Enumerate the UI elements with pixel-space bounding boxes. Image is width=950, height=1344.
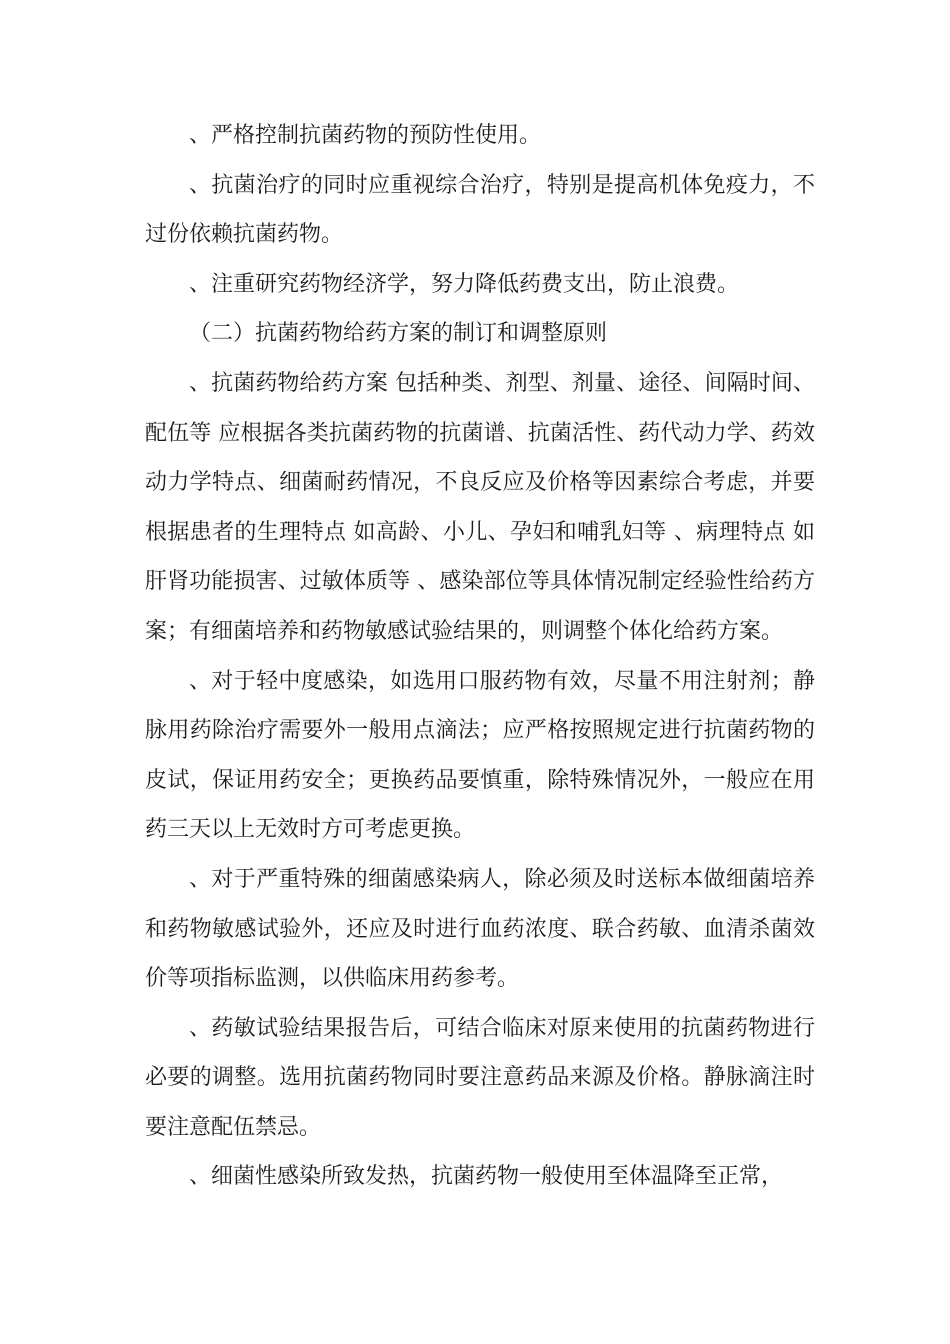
paragraph-mild-infection: 、对于轻中度感染，如选用口服药物有效，尽量不用注射剂；静脉用药除治疗需要外一般用点滴法；应严格按照规定进行抗菌药物的皮试，保证用药安全；更换药品要慎重，除特殊情况外，一般应在用药三天以上无效时方可考虑更换。 bbox=[145, 668, 815, 843]
section-heading-dosing-principles: （二）抗菌药物给药方案的制订和调整原则 bbox=[189, 321, 608, 347]
paragraph-pharmacoeconomics: 、注重研究药物经济学，努力降低药费支出，防止浪费。 bbox=[189, 271, 740, 297]
paragraph-prophylactic-use: 、严格控制抗菌药物的预防性使用。 bbox=[189, 123, 542, 148]
paragraph-fever-duration: 、细菌性感染所致发热，抗菌药物一般使用至体温降至正常， bbox=[189, 1164, 784, 1190]
document-body bbox=[145, 111, 815, 1202]
paragraph-combined-therapy: 、抗菌治疗的同时应重视综合治疗，特别是提高机体免疫力，不过份依赖抗菌药物。 bbox=[145, 172, 815, 248]
paragraph-dosing-regimen: 、抗菌药物给药方案 包括种类、剂型、剂量、途径、间隔时间、配伍等 应根据各类抗菌药物的抗菌谱、抗菌活性、药代动力学、药效动力学特点、细菌耐药情况，不良反应及价格等因素综合考虑，并要根据患者的生理特点 如高龄、小儿、孕妇和哺乳妇等 、病理特点 如肝肾功能损害、过敏体质等 、感染部位等具体情况制定经验性给药方案；有细菌培养和药物敏感试验结果的，则调整个体化给药方案。 bbox=[145, 370, 815, 644]
paragraph-susceptibility-results: 、药敏试验结果报告后，可结合临床对原来使用的抗菌药物进行必要的调整。选用抗菌药物同时要注意药品来源及价格。静脉滴注时要注意配伍禁忌。 bbox=[145, 1015, 815, 1140]
paragraph-severe-infection: 、对于严重特殊的细菌感染病人，除必须及时送标本做细菌培养和药物敏感试验外，还应及时进行血药浓度、联合药敏、血清杀菌效价等项指标监测，以供临床用药参考。 bbox=[145, 866, 815, 992]
